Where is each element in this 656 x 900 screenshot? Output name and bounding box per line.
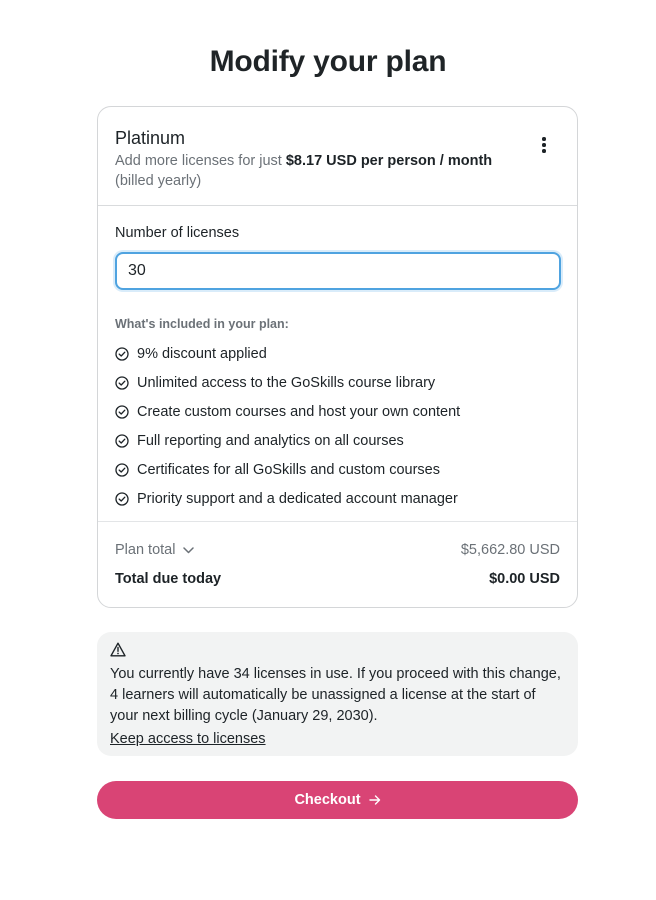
plan-name: Platinum <box>115 128 186 148</box>
plan-card-footer <box>98 522 577 587</box>
keep-access-link[interactable]: Keep access to licenses <box>110 731 266 747</box>
feature-item <box>115 455 560 484</box>
feature-item <box>115 397 560 426</box>
plan-card <box>97 106 578 608</box>
features-list <box>115 339 560 513</box>
plan-total-label: Plan total <box>115 542 176 558</box>
feature-item <box>115 368 560 397</box>
kebab-menu-icon[interactable] <box>537 135 551 155</box>
arrow-right-icon <box>369 795 381 805</box>
licenses-input[interactable] <box>115 252 561 290</box>
plan-total-toggle[interactable] <box>115 542 194 558</box>
due-today-row <box>115 571 560 587</box>
feature-text: Full reporting and analytics on all courses <box>137 432 404 449</box>
plan-total-row <box>115 542 560 558</box>
plan-card-header <box>98 107 577 206</box>
feature-text: Priority support and a dedicated account manager <box>137 490 458 507</box>
warning-triangle-icon <box>110 642 126 657</box>
feature-text: Create custom courses and host your own content <box>137 403 461 420</box>
due-today-value: $0.00 USD <box>489 571 560 587</box>
plan-description <box>115 151 515 191</box>
licenses-label: Number of licenses <box>115 225 240 241</box>
feature-text: Certificates for all GoSkills and custom courses <box>137 461 440 478</box>
check-circle-icon <box>115 492 129 506</box>
plan-card-body <box>98 206 577 522</box>
included-heading: What's included in your plan: <box>115 317 289 331</box>
plan-total-value: $5,662.80 USD <box>460 542 560 558</box>
feature-item <box>115 339 560 368</box>
check-circle-icon <box>115 405 129 419</box>
check-circle-icon <box>115 463 129 477</box>
feature-text: Unlimited access to the GoSkills course library <box>137 374 436 391</box>
checkout-label: Checkout <box>294 792 361 808</box>
page-title: Modify your plan <box>209 45 447 78</box>
chevron-down-icon <box>183 547 194 554</box>
plan-desc-prefix: Add more licenses for just <box>115 153 286 169</box>
check-circle-icon <box>115 347 129 361</box>
feature-item <box>115 426 560 455</box>
feature-text: 9% discount applied <box>137 345 267 362</box>
due-today-label: Total due today <box>115 571 222 587</box>
plan-price: $8.17 USD per person / month <box>285 153 493 169</box>
checkout-button[interactable] <box>97 781 578 819</box>
feature-item <box>115 484 560 513</box>
check-circle-icon <box>115 434 129 448</box>
check-circle-icon <box>115 376 129 390</box>
notice-text: You currently have 34 licenses in use. If you proceed with this change, 4 learners will automatically be unassigned a license at the start of your next billing cycle (January 29, 2030). <box>110 666 561 724</box>
license-warning-notice <box>97 632 578 756</box>
billing-note: (billed yearly) <box>115 173 202 189</box>
